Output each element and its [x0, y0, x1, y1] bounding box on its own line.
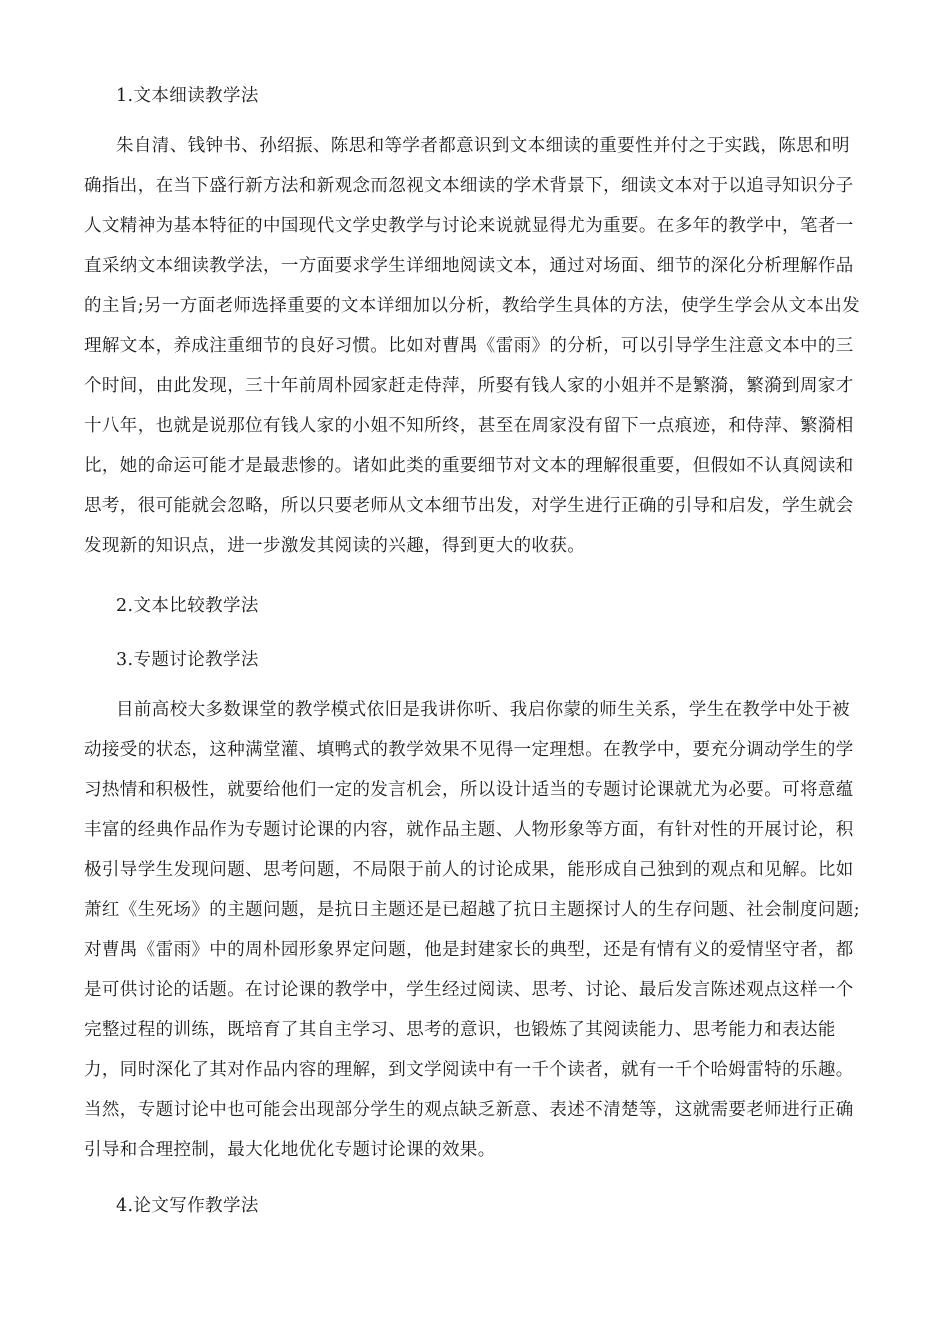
paragraph-line: 十八年，也就是说那位有钱人家的小姐不知所终，甚至在周家没有留下一点痕迹，和侍萍、繁漪相: [84, 416, 854, 436]
paragraph-line: 是可供讨论的话题。在讨论课的教学中，学生经过阅读、思考、讨论、最后发言陈述观点这样一个: [84, 980, 854, 1000]
section-heading-4: 4.论文写作教学法: [116, 1196, 259, 1216]
paragraph-line: 力，同时深化了其对作品内容的理解，到文学阅读中有一千个读者，就有一千个哈姆雷特的乐趣。: [84, 1060, 854, 1080]
paragraph-line: 比，她的命运可能才是最悲惨的。诸如此类的重要细节对文本的理解很重要，但假如不认真阅读和: [84, 456, 854, 476]
paragraph-line: 思考，很可能就会忽略，所以只要老师从文本细节出发，对学生进行正确的引导和启发，学生就会: [84, 496, 854, 516]
section-heading-1: 1.文本细读教学法: [116, 86, 259, 106]
paragraph-line: 直采纳文本细读教学法，一方面要求学生详细地阅读文本，通过对场面、细节的深化分析理解作品: [84, 256, 854, 276]
paragraph-line: 丰富的经典作品作为专题讨论课的内容，就作品主题、人物形象等方面，有针对性的开展讨论，积: [84, 820, 854, 840]
paragraph-line: 确指出，在当下盛行新方法和新观念而忽视文本细读的学术背景下，细读文本对于以追寻知识分子: [84, 176, 854, 196]
paragraph-line: 发现新的知识点，进一步激发其阅读的兴趣，得到更大的收获。: [84, 536, 586, 556]
paragraph-line: 理解文本，养成注重细节的良好习惯。比如对曹禺《雷雨》的分析，可以引导学生注意文本中的三: [84, 336, 854, 356]
section-heading-2: 2.文本比较教学法: [116, 596, 259, 616]
paragraph-line: 极引导学生发现问题、思考问题，不局限于前人的讨论成果，能形成自己独到的观点和见解。比如: [84, 860, 854, 880]
paragraph-line: 人文精神为基本特征的中国现代文学史教学与讨论来说就显得尤为重要。在多年的教学中，笔者一: [84, 216, 854, 236]
paragraph-line: 当然，专题讨论中也可能会出现部分学生的观点缺乏新意、表述不清楚等，这就需要老师进行正确: [84, 1100, 854, 1120]
paragraph-line: 目前高校大多数课堂的教学模式依旧是我讲你听、我启你蒙的师生关系，学生在教学中处于被: [116, 700, 850, 720]
paragraph-line: 对曹禺《雷雨》中的周朴园形象界定问题，他是封建家长的典型，还是有情有义的爱情坚守者，都: [84, 940, 854, 960]
paragraph-line: 动接受的状态，这种满堂灌、填鸭式的教学效果不见得一定理想。在教学中，要充分调动学生的学: [84, 740, 854, 760]
paragraph-line: 朱自清、钱钟书、孙绍振、陈思和等学者都意识到文本细读的重要性并付之于实践，陈思和明: [116, 136, 850, 156]
paragraph-line: 个时间，由此发现，三十年前周朴园家赶走侍萍，所娶有钱人家的小姐并不是繁漪，繁漪到周家才: [84, 376, 854, 396]
paragraph-line: 的主旨;另一方面老师选择重要的文本详细加以分析，教给学生具体的方法，使学生学会从文本出发: [84, 296, 860, 316]
section-heading-3: 3.专题讨论教学法: [116, 650, 259, 670]
paragraph-line: 引导和合理控制，最大化地优化专题讨论课的效果。: [84, 1140, 496, 1160]
paragraph-line: 习热情和积极性，就要给他们一定的发言机会，所以设计适当的专题讨论课就尤为必要。可将意蕴: [84, 780, 854, 800]
paragraph-line: 完整过程的训练，既培育了其自主学习、思考的意识，也锻炼了其阅读能力、思考能力和表达能: [84, 1020, 836, 1040]
paragraph-line: 萧红《生死场》的主题问题，是抗日主题还是已超越了抗日主题探讨人的生存问题、社会制度问题;: [84, 900, 860, 920]
